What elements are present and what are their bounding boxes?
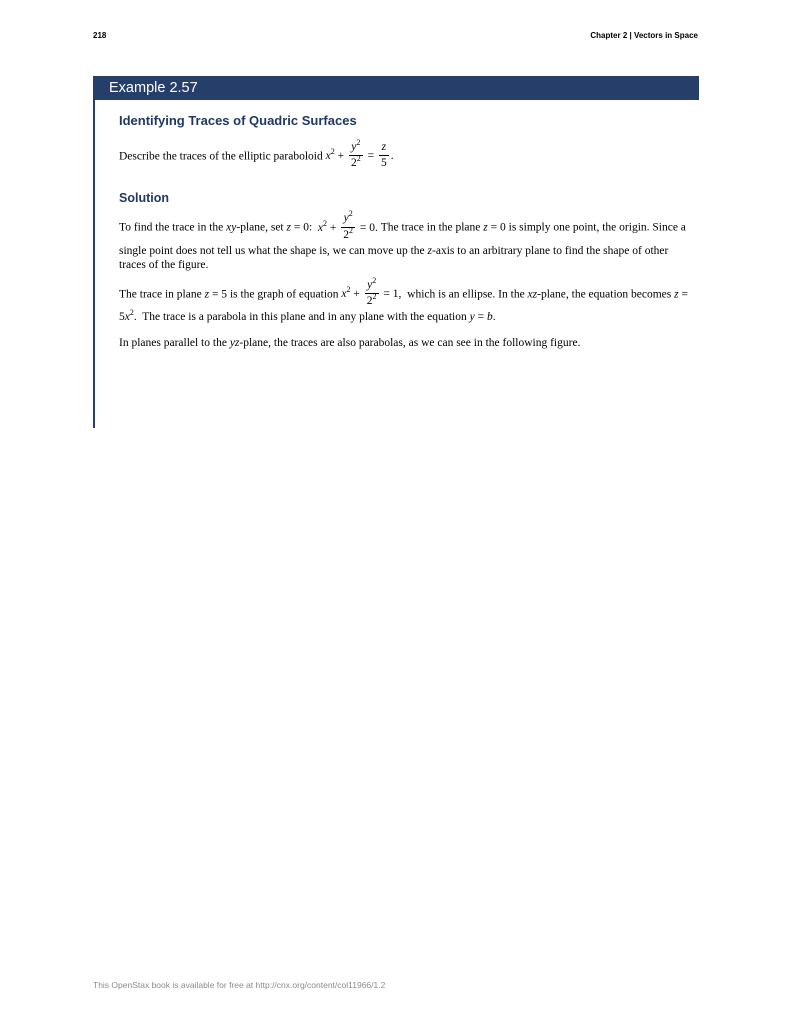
fraction-denominator: [349, 156, 363, 170]
example-title: Identifying Traces of Quadric Surfaces: [119, 113, 357, 128]
text-run: which is an ellipse. In the: [401, 288, 528, 301]
math-sup: 2: [356, 138, 361, 148]
page-header: [93, 31, 698, 40]
math-sup: 2: [372, 292, 377, 302]
fraction-denominator: [341, 225, 355, 242]
chapter-title: Chapter 2 | Vectors in Space: [590, 31, 698, 40]
fraction-denominator: 5: [380, 157, 387, 170]
math-num: 1,: [392, 288, 402, 301]
text-run: To find the trace in the: [119, 221, 227, 234]
math-var: y: [469, 311, 475, 324]
math-op: +: [327, 221, 340, 234]
math-var: y: [351, 141, 357, 153]
math-sup: 2: [129, 308, 134, 318]
math-var: x: [317, 221, 324, 234]
text-run: The trace in plane: [119, 288, 205, 301]
fraction: [341, 209, 355, 241]
math-op: +: [350, 288, 363, 301]
text-run: is the graph of equation: [227, 288, 342, 301]
fraction-numerator: [379, 141, 389, 156]
math-var: z: [483, 221, 488, 234]
math-sup: 2: [330, 147, 335, 157]
text-run: Describe the traces of the elliptic paraboloid: [119, 150, 326, 163]
math-sup: 2: [349, 225, 354, 235]
math-var: z: [427, 244, 433, 257]
fraction: [379, 141, 389, 170]
text-run: = 0:: [290, 221, 318, 234]
math-var: z: [674, 288, 679, 301]
example-banner-label: Example 2.57: [109, 80, 198, 96]
text-run: .: [492, 311, 496, 324]
text-run: -axis to an arbitrary plane to find the shape of other traces of the figure.: [119, 244, 669, 272]
fraction: [365, 276, 379, 308]
math-var: z: [381, 141, 387, 153]
math-var: y: [367, 278, 373, 291]
math-var: x: [124, 311, 130, 324]
page-footer: [93, 980, 385, 990]
math-op: =: [357, 221, 370, 234]
math-var: x: [325, 150, 331, 163]
solution-heading: Solution: [119, 191, 169, 206]
text-run: = 5: [119, 288, 688, 324]
text-run: =: [474, 311, 487, 324]
text-run: . The trace is a parabola in this plane and in any plane with the equation: [133, 311, 470, 324]
example-box: [93, 100, 699, 428]
page-number: 218: [93, 31, 107, 40]
math-num: 2: [350, 157, 357, 170]
math-equation: [317, 209, 378, 241]
math-var: z: [286, 221, 291, 234]
text-run: -plane, set: [236, 221, 287, 234]
math-sup: 2: [323, 218, 328, 228]
math-equation: [341, 276, 402, 308]
math-sup: 2: [348, 209, 353, 219]
math-equation: [325, 138, 394, 170]
math-op: =: [364, 150, 377, 163]
intro-paragraph: [119, 138, 697, 172]
text-run: In planes parallel to the: [119, 336, 230, 349]
math-op: =: [380, 288, 393, 301]
math-op: +: [334, 150, 347, 163]
solution-paragraph-2: [119, 276, 697, 325]
math-var: z: [204, 288, 210, 301]
math-sup: 2: [346, 285, 351, 295]
fraction-denominator: [365, 294, 379, 308]
text-run: = 0: [487, 221, 506, 234]
math-tail: .: [390, 150, 394, 163]
math-var: yz: [229, 336, 240, 349]
math-num: 2: [343, 228, 350, 241]
text-run: -plane, the equation becomes: [537, 288, 675, 301]
text-run: is simply one point, the origin. Since a single point does not tell us what the shape is, we can move up the: [119, 221, 686, 257]
text-run: -plane, the traces are also parabolas, as we can see in the following figure.: [239, 336, 581, 349]
math-num: 2: [366, 295, 373, 308]
solution-paragraph-3: [119, 336, 697, 351]
math-num: 0.: [369, 221, 378, 234]
math-sup: 2: [356, 154, 361, 164]
footer-text: This OpenStax book is available for free at http://cnx.org/content/col11966/1.2: [93, 980, 386, 990]
math-var: b: [486, 311, 493, 324]
math-var: xz: [527, 288, 538, 301]
fraction: [349, 138, 363, 170]
math-var: xy: [226, 221, 237, 234]
text-run: = 5: [209, 288, 228, 301]
math-var: x: [341, 288, 347, 301]
text-run: The trace in the plane: [377, 221, 484, 234]
math-var: y: [343, 212, 349, 225]
math-sup: 2: [372, 276, 377, 286]
example-banner: [93, 76, 699, 100]
solution-paragraph-1: [119, 209, 697, 272]
